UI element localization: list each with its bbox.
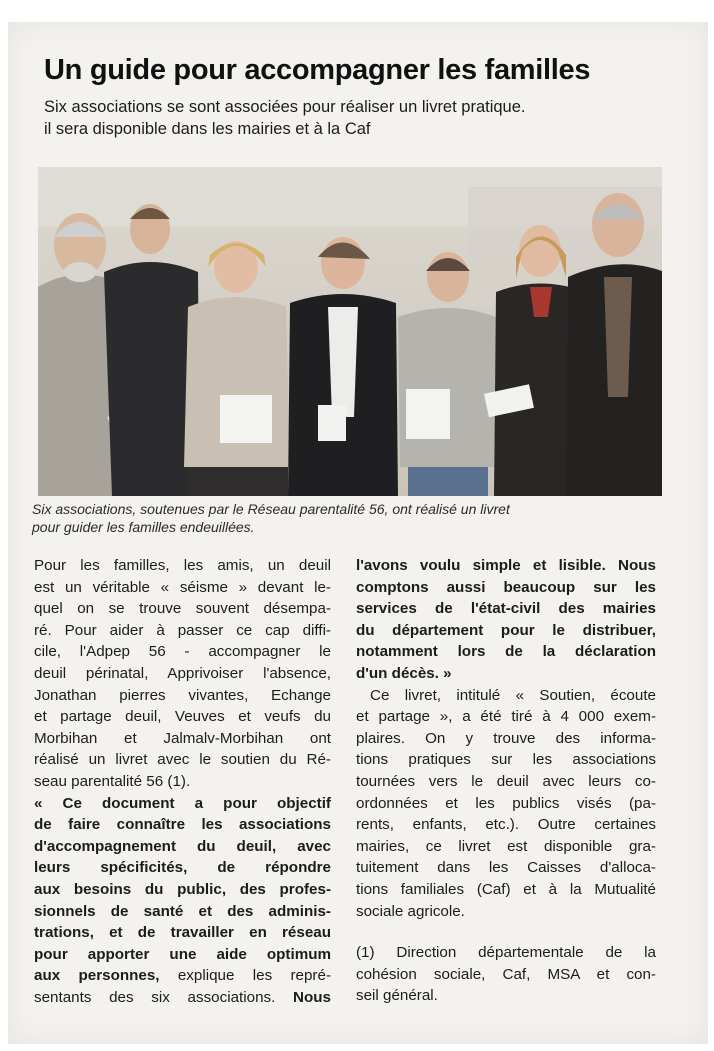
quote-line: « Ce document a pour objectif [34, 794, 331, 812]
body-line: tournées vers le deuil avec leurs co- [356, 772, 656, 790]
body-line [34, 987, 331, 1009]
spacer [356, 922, 656, 942]
quote-line: notamment lors de la déclaration [356, 643, 656, 661]
body-line: cile, l'Adpep 56 - accompagner le [34, 643, 331, 661]
attribution-fragment: explique les repré- [159, 967, 331, 985]
footnote-line: seil général. [356, 987, 438, 1005]
body-line: est un véritable « séisme » devant le- [34, 578, 331, 596]
quote-line: pour apporter une aide optimum [34, 945, 331, 963]
body-line: tions familiales (Caf) et à la Mutualité [356, 880, 656, 898]
article-headline: Un guide pour accompagner les familles [44, 54, 591, 86]
standfirst-line: Six associations se sont associées pour réaliser un livret pratique. [44, 98, 526, 116]
body-line: tuitement dans les Caisses d'alloca- [356, 859, 656, 877]
footnote-line: cohésion sociale, Caf, MSA et con- [356, 965, 656, 983]
body-line: quel on se trouve souvent désempa- [34, 600, 331, 618]
caption-line: Six associations, soutenues par le Réseau parentalité 56, ont réalisé un livret [32, 501, 510, 517]
quote-fragment: aux personnes, [34, 967, 160, 985]
body-line: mairies, ce livret est disponible gra- [356, 837, 656, 855]
quote-fragment: Nous [293, 988, 331, 1006]
body-line: plaires. On y trouve des informa- [356, 729, 656, 747]
attribution-fragment: sentants des six associations. [34, 988, 294, 1006]
quote-line: d'un décès. » [356, 664, 452, 682]
body-line: et partage », a été tiré à 4 000 exem- [356, 708, 656, 726]
body-line: tions pratiques sur les associations [356, 751, 656, 769]
photo-caption [32, 500, 692, 536]
body-line: Jonathan pierres vivantes, Echange [34, 686, 331, 704]
quote-line [34, 965, 331, 987]
quote-line: leurs spécificités, de répondre [34, 859, 331, 877]
quote-line: l'avons voulu simple et lisible. Nous [356, 557, 656, 574]
quote-line: du département pour le distribuer, [356, 621, 656, 639]
body-line: Ce livret, intitulé « Soutien, écoute [370, 686, 656, 704]
quote-line: d'accompagnement du deuil, avec [34, 837, 331, 855]
article-column-right [356, 555, 656, 1007]
body-line: Morbihan et Jalmalv-Morbihan ont [34, 729, 331, 747]
body-line: Pour les familles, les amis, un deuil [34, 557, 331, 574]
body-line: ordonnées et les publics visés (pa- [356, 794, 656, 812]
standfirst-line: il sera disponible dans les mairies et à la Caf [44, 120, 371, 138]
body-line: seau parentalité 56 (1). [34, 772, 191, 790]
article-standfirst [44, 96, 694, 140]
body-line: rents, enfants, etc.). Outre certaines [356, 816, 656, 834]
body-line: ré. Pour aider à passer ce cap diffi- [34, 621, 331, 639]
quote-line: sionnels de santé et des adminis- [34, 902, 331, 920]
quote-line: de faire connaître les associations [34, 816, 331, 834]
quote-line: trations, et de travailler en réseau [34, 924, 331, 942]
body-line: réalisé un livret avec le soutien du Ré- [34, 751, 331, 769]
article-column-left [34, 555, 331, 1008]
quote-line: aux besoins du public, des profes- [34, 880, 331, 898]
footnote-line: (1) Direction départementale de la [356, 944, 656, 962]
body-line: sociale agricole. [356, 902, 465, 920]
group-photo [38, 167, 662, 496]
caption-line: pour guider les familles endeuillées. [32, 519, 255, 535]
body-line: et partage deuil, Veuves et veufs du [34, 708, 331, 726]
body-line: deuil périnatal, Apprivoiser l'absence, [34, 664, 331, 682]
group-photo-illustration [38, 167, 662, 496]
quote-line: comptons aussi beaucoup sur les [356, 578, 656, 596]
quote-line: services de l'état-civil des mairies [356, 600, 656, 618]
